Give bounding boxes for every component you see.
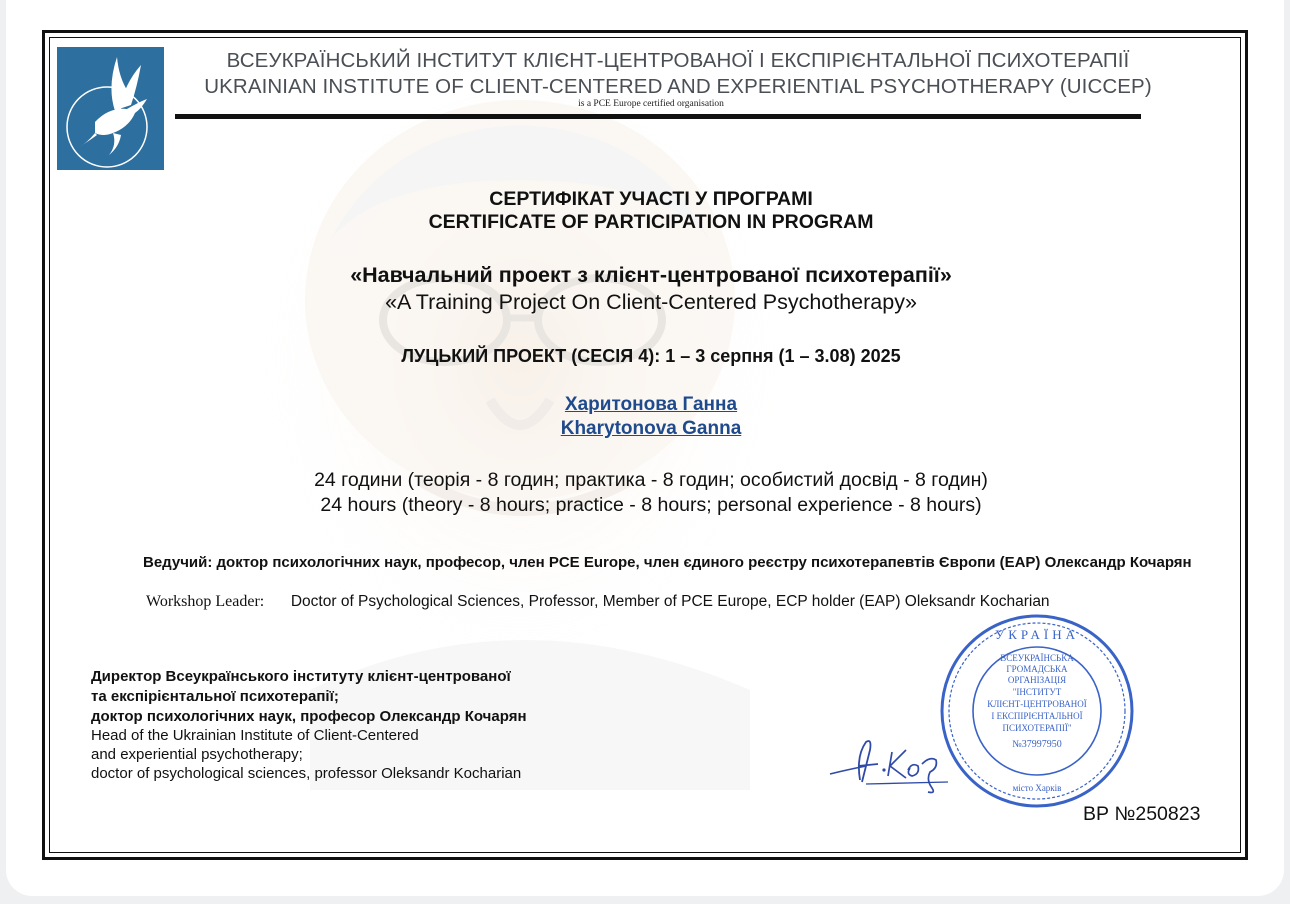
workshop-leader-ukrainian: Ведучий: доктор психологічних наук, професор, член PCE Europe, член єдиного реєстру психотерапевтів Європи (EAP) Олександр Кочарян — [143, 554, 1192, 571]
director-line-uk-2: та експірієнтальної психотерапії; — [91, 688, 339, 705]
stamp-line-3: ОРГАНІЗАЦІЯ — [1007, 675, 1067, 685]
director-line-en-3: doctor of psychological sciences, professor Oleksandr Kocharian — [91, 765, 522, 782]
participant-name-ukrainian-row — [150, 394, 1152, 416]
stamp-code: №37997950 — [1012, 739, 1062, 750]
certificate-title-english: CERTIFICATE OF PARTICIPATION IN PROGRAM — [428, 211, 874, 233]
participant-name-english: Kharytonova Ganna — [560, 418, 742, 439]
stamp-bottom-text: місто Харків — [1012, 783, 1062, 793]
certificate-title-ukrainian: СЕРТИФІКАТ УЧАСТІ У ПРОГРАМІ — [489, 188, 813, 210]
stamp-line-5: КЛІЄНТ-ЦЕНТРОВАНОЇ — [987, 699, 1087, 709]
pce-certification-note: is a PCE Europe certified organisation — [578, 99, 724, 109]
director-line-uk-3: доктор психологічних наук, професор Олександр Кочарян — [91, 708, 527, 725]
institute-title-ukrainian: ВСЕУКРАЇНСЬКИЙ ІНСТИТУТ КЛІЄНТ-ЦЕНТРОВАНОЇ І ЕКСПІРІЄНТАЛЬНОЇ ПСИХОТЕРАПІЇ — [226, 49, 1130, 72]
director-line-uk-1: Директор Всеукраїнського інституту клієнт-центрованої — [91, 668, 511, 685]
participant-name-ukrainian: Харитонова Ганна — [564, 394, 738, 415]
stamp-top-text: УКРАЇНА — [995, 627, 1079, 642]
hours-ukrainian: 24 години (теорія - 8 годин; практика - 8 годин; особистий досвід - 8 годин) — [314, 469, 988, 491]
institute-title-english: UKRAINIAN INSTITUTE OF CLIENT-CENTERED AND EXPERIENTIAL PSYCHOTHERAPY (UICCEP) — [204, 75, 1152, 98]
workshop-leader-label: Workshop Leader: — [146, 593, 265, 610]
program-name-english: «A Training Project On Client-Centered Psychotherapy» — [385, 290, 917, 314]
workshop-leader-text: Doctor of Psychological Sciences, Professor, Member of PCE Europe, ECP holder (EAP) Oleksandr Kocharian — [290, 593, 1050, 610]
stamp-line-7: ПСИХОТЕРАПІЇ" — [1002, 723, 1072, 733]
stamp-line-6: І ЕКСПІРІЄНТАЛЬНОЇ — [991, 711, 1083, 721]
workshop-leader-english — [146, 593, 1050, 611]
stamp-line-4: "ІНСТИТУТ — [1012, 687, 1062, 697]
header-divider — [175, 114, 1141, 119]
hours-english: 24 hours (theory - 8 hours; practice - 8 hours; personal experience - 8 hours) — [320, 494, 982, 516]
director-line-en-2: and experiential psychotherapy; — [91, 746, 303, 763]
institute-dove-logo — [57, 47, 164, 170]
stamp-line-2: ГРОМАДСЬКА — [1006, 664, 1068, 674]
program-name-ukrainian: «Навчальний проект з клієнт-центрованої психотерапії» — [350, 263, 952, 287]
stamp-line-1: ВСЕУКРАЇНСЬКА — [1000, 653, 1074, 663]
director-line-en-1: Head of the Ukrainian Institute of Client-Centered — [91, 727, 419, 744]
participant-name-english-row — [150, 418, 1152, 440]
project-session: ЛУЦЬКИЙ ПРОЕКТ (СЕСІЯ 4): 1 – 3 серпня (1 – 3.08) 2025 — [401, 346, 901, 366]
official-stamp — [934, 611, 1140, 811]
certificate-number: ВР №250823 — [1083, 803, 1201, 825]
